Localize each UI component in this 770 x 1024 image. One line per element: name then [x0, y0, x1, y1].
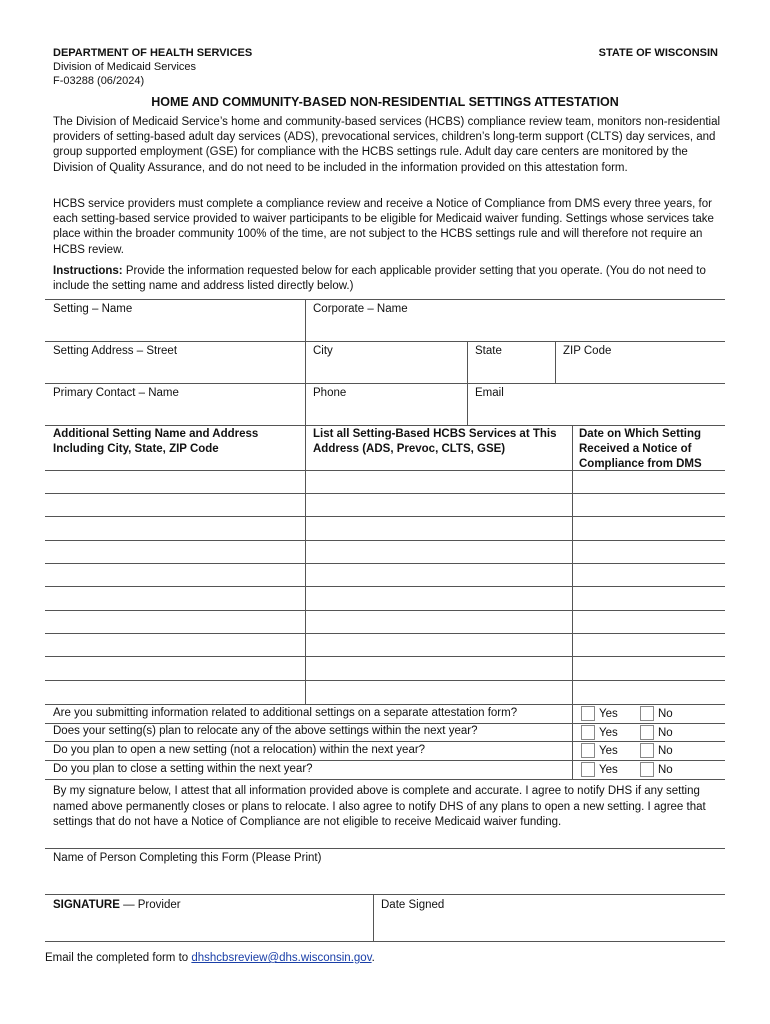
q3-yes-checkbox[interactable]: [581, 743, 595, 758]
q3-yes-label: Yes: [599, 745, 618, 757]
q1-yes-label: Yes: [599, 708, 618, 720]
table-header-setting: Additional Setting Name and Address Including City, State, ZIP Code: [53, 428, 259, 455]
q2-yes-checkbox[interactable]: [581, 725, 595, 740]
table-row[interactable]: [45, 656, 725, 657]
state-name: STATE OF WISCONSIN: [598, 47, 718, 59]
instructions-label: Instructions:: [53, 265, 123, 277]
q4-yes-checkbox[interactable]: [581, 762, 595, 777]
table-row[interactable]: [45, 610, 725, 611]
q4-yes-label: Yes: [599, 764, 618, 776]
table-row[interactable]: [45, 586, 725, 587]
table-row[interactable]: [45, 516, 725, 517]
footer-prefix: Email the completed form to: [45, 952, 192, 964]
q2-yes-label: Yes: [599, 727, 618, 739]
table-header-services: List all Setting-Based HCBS Services at This Address (ADS, Prevoc, CLTS, GSE): [313, 428, 557, 455]
intro-paragraph-1: The Division of Medicaid Service’s home and community-based services (HCBS) compliance review team, monitors non-residential providers of setting-based adult day services (ADS), prevocational services, children’s long-term support (CLTS) day services, and group supported employment (GSE) for compliance with the HCBS settings rule. Adult day care centers are monitored by the Division of Quality Assurance, and do not need to be included in the information provided on this attestation form.: [53, 116, 721, 174]
q1-yes-checkbox[interactable]: [581, 706, 595, 721]
email-field[interactable]: Email: [475, 387, 504, 399]
instructions: [53, 264, 725, 294]
table-row[interactable]: [45, 470, 725, 471]
question-additional-settings: Are you submitting information related to additional settings on a separate attestation form?: [53, 707, 518, 719]
intro-paragraph-2: HCBS service providers must complete a compliance review and receive a Notice of Compliance from DMS every three years, for each setting-based service provided to waiver participants to be eligible for Medicaid waiver funding. Settings whose services take place within the broader community 100% of the time, are not subject to the HCBS settings rule and will therefore not require an HCBS review.: [53, 198, 714, 256]
primary-contact-field[interactable]: Primary Contact – Name: [53, 387, 179, 399]
instructions-text: Provide the information requested below for each applicable provider setting that you operate. (You do not need to include the setting name and address listed directly below.): [53, 265, 706, 293]
question-open-new: Do you plan to open a new setting (not a relocation) within the next year?: [53, 744, 426, 756]
form-title: HOME AND COMMUNITY-BASED NON-RESIDENTIAL SETTINGS ATTESTATION: [151, 95, 619, 109]
q4-no-checkbox[interactable]: [640, 762, 654, 777]
corporate-name-field[interactable]: Corporate – Name: [313, 303, 408, 315]
table-row[interactable]: [45, 540, 725, 541]
signature-label-rest: — Provider: [119, 899, 181, 911]
footer-instructions: [45, 951, 375, 966]
table-row[interactable]: [45, 633, 725, 634]
question-relocate: Does your setting(s) plan to relocate any of the above settings within the next year?: [53, 725, 478, 737]
q2-no-checkbox[interactable]: [640, 725, 654, 740]
signature-field[interactable]: [53, 898, 181, 913]
attestation-statement: By my signature below, I attest that all information provided above is complete and accurate. I agree to notify DHS if any setting named above permanently closes or plans to relocate. I also agree to notify DHS of any plans to open a new setting. I agree that settings that do not have a Notice of Compliance are not eligible to receive Medicaid waiver funding.: [53, 785, 706, 828]
q1-no-checkbox[interactable]: [640, 706, 654, 721]
date-signed-field[interactable]: Date Signed: [381, 899, 445, 911]
q3-no-label: No: [658, 745, 673, 757]
division-name: Division of Medicaid Services: [53, 61, 197, 73]
q2-no-label: No: [658, 727, 673, 739]
name-print-field[interactable]: Name of Person Completing this Form (Please Print): [53, 852, 322, 864]
email-link[interactable]: dhshcbsreview@dhs.wisconsin.gov: [191, 952, 372, 964]
phone-field[interactable]: Phone: [313, 387, 347, 399]
setting-address-field[interactable]: Setting Address – Street: [53, 345, 178, 357]
table-row[interactable]: [45, 704, 725, 705]
footer-suffix: .: [371, 952, 375, 964]
department-name: DEPARTMENT OF HEALTH SERVICES: [53, 47, 253, 59]
table-row[interactable]: [45, 680, 725, 681]
state-field[interactable]: State: [475, 345, 502, 357]
table-row[interactable]: [45, 563, 725, 564]
city-field[interactable]: City: [313, 345, 333, 357]
q4-no-label: No: [658, 764, 673, 776]
setting-name-field[interactable]: Setting – Name: [53, 303, 133, 315]
q3-no-checkbox[interactable]: [640, 743, 654, 758]
table-header-date: Date on Which Setting Received a Notice of Compliance from DMS: [579, 428, 702, 470]
zip-field[interactable]: ZIP Code: [563, 345, 612, 357]
form-number: F-03288 (06/2024): [53, 75, 145, 87]
question-close: Do you plan to close a setting within the next year?: [53, 763, 313, 775]
signature-label: SIGNATURE: [53, 899, 120, 911]
q1-no-label: No: [658, 708, 673, 720]
table-row[interactable]: [45, 493, 725, 494]
